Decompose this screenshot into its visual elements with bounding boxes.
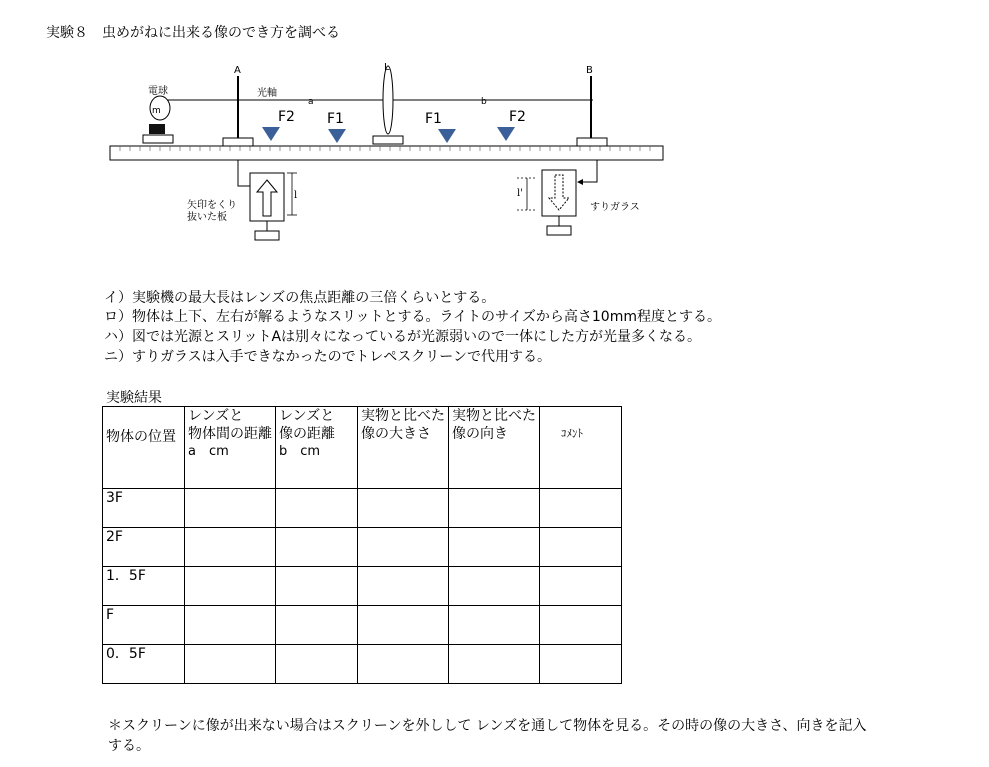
table-row <box>103 567 622 606</box>
cell-orientation[interactable] <box>449 489 540 528</box>
label-b: B <box>586 65 593 76</box>
cell-size[interactable] <box>358 567 449 606</box>
arrow-plate-label-2: 抜いた板 <box>187 212 227 223</box>
cell-b[interactable] <box>276 567 358 606</box>
cell-size[interactable] <box>358 645 449 684</box>
height-l-label: l <box>294 190 298 201</box>
bulb-m-label: m <box>152 106 161 116</box>
focal-f1-right-label: F1 <box>425 111 442 127</box>
lens-l <box>383 66 393 134</box>
row-position-label: 0．5F <box>103 645 185 684</box>
optical-axis-label: 光軸 <box>257 88 277 99</box>
cell-comment[interactable] <box>540 645 622 684</box>
header-object-position: 物体の位置 <box>103 407 185 489</box>
label-l: L <box>384 62 390 73</box>
note-ha: ハ）図では光源とスリットAは別々になっているが光源弱いので一体にした方が光量多くなる。 <box>104 329 702 345</box>
cell-a[interactable] <box>185 528 276 567</box>
results-table <box>102 406 622 684</box>
cell-a[interactable] <box>185 489 276 528</box>
note-ni: ニ）すりガラスは入手できなかったのでトレペスクリーンで代用する。 <box>104 349 552 365</box>
cell-comment[interactable] <box>540 567 622 606</box>
header-image-size: 実物と比べた 像の大きさ <box>358 407 449 489</box>
screen-b-base <box>577 138 607 146</box>
focal-f2-left-label: F2 <box>278 109 295 125</box>
bulb-label: 電球 <box>148 86 168 97</box>
table-row <box>103 645 622 684</box>
lens-base <box>373 136 403 144</box>
optical-bench-diagram <box>105 58 675 248</box>
cell-b[interactable] <box>276 528 358 567</box>
distance-a-label: a <box>308 97 314 107</box>
header-object-distance: レンズと 物体間の距離 a cm <box>185 407 276 489</box>
cell-b[interactable] <box>276 645 358 684</box>
cell-comment[interactable] <box>540 606 622 645</box>
result-heading: 実験結果 <box>106 390 162 406</box>
distance-b-label: b <box>481 97 487 107</box>
header-image-orientation: 実物と比べた 像の向き <box>449 407 540 489</box>
table-header-row <box>103 407 622 489</box>
height-l-prime-label: l' <box>517 188 523 199</box>
focal-marker-f2-right <box>497 127 515 141</box>
page-title: 実験８ 虫めがねに出来る像のでき方を調べる <box>46 25 340 41</box>
header-image-distance: レンズと 像の距離 b cm <box>276 407 358 489</box>
focal-marker-f2-left <box>262 127 280 141</box>
cell-orientation[interactable] <box>449 606 540 645</box>
focal-f1-left-label: F1 <box>327 111 344 127</box>
frosted-glass-label: すりガラス <box>590 202 640 213</box>
screen-pointer-line <box>583 160 597 182</box>
arrow-plate-label-1: 矢印をくり <box>187 200 237 211</box>
slit-a-base <box>223 138 253 146</box>
cell-b[interactable] <box>276 489 358 528</box>
cell-size[interactable] <box>358 606 449 645</box>
label-a: A <box>234 65 241 76</box>
arrow-plate-base <box>255 231 279 240</box>
focal-marker-f1-right <box>438 129 456 143</box>
note-i: イ）実験機の最大長はレンズの焦点距離の三倍くらいとする。 <box>104 290 496 306</box>
cell-orientation[interactable] <box>449 645 540 684</box>
cell-comment[interactable] <box>540 528 622 567</box>
bulb-icon <box>143 96 173 143</box>
cell-orientation[interactable] <box>449 567 540 606</box>
cell-size[interactable] <box>358 528 449 567</box>
cell-orientation[interactable] <box>449 528 540 567</box>
row-position-label: 1．5F <box>103 567 185 606</box>
table-row <box>103 528 622 567</box>
cell-size[interactable] <box>358 489 449 528</box>
frosted-glass-base <box>547 226 571 235</box>
cell-a[interactable] <box>185 606 276 645</box>
row-position-label: F <box>103 606 185 645</box>
cell-a[interactable] <box>185 645 276 684</box>
row-position-label: 2F <box>103 528 185 567</box>
cell-comment[interactable] <box>540 489 622 528</box>
note-ro: ロ）物体は上下、左右が解るようなスリットとする。ライトのサイズから高さ10mm程度とする。 <box>104 309 721 325</box>
header-comment: ｺﾒﾝﾄ <box>540 407 622 489</box>
focal-f2-right-label: F2 <box>509 109 526 125</box>
cell-a[interactable] <box>185 567 276 606</box>
row-position-label: 3F <box>103 489 185 528</box>
footer-note: ＊スクリーンに像が出来ない場合はスクリーンを外しして レンズを通して物体を見る。その時の像の大きさ、向きを記入する。 <box>108 718 867 754</box>
table-row <box>103 606 622 645</box>
cell-b[interactable] <box>276 606 358 645</box>
table-row <box>103 489 622 528</box>
focal-marker-f1-left <box>328 129 346 143</box>
